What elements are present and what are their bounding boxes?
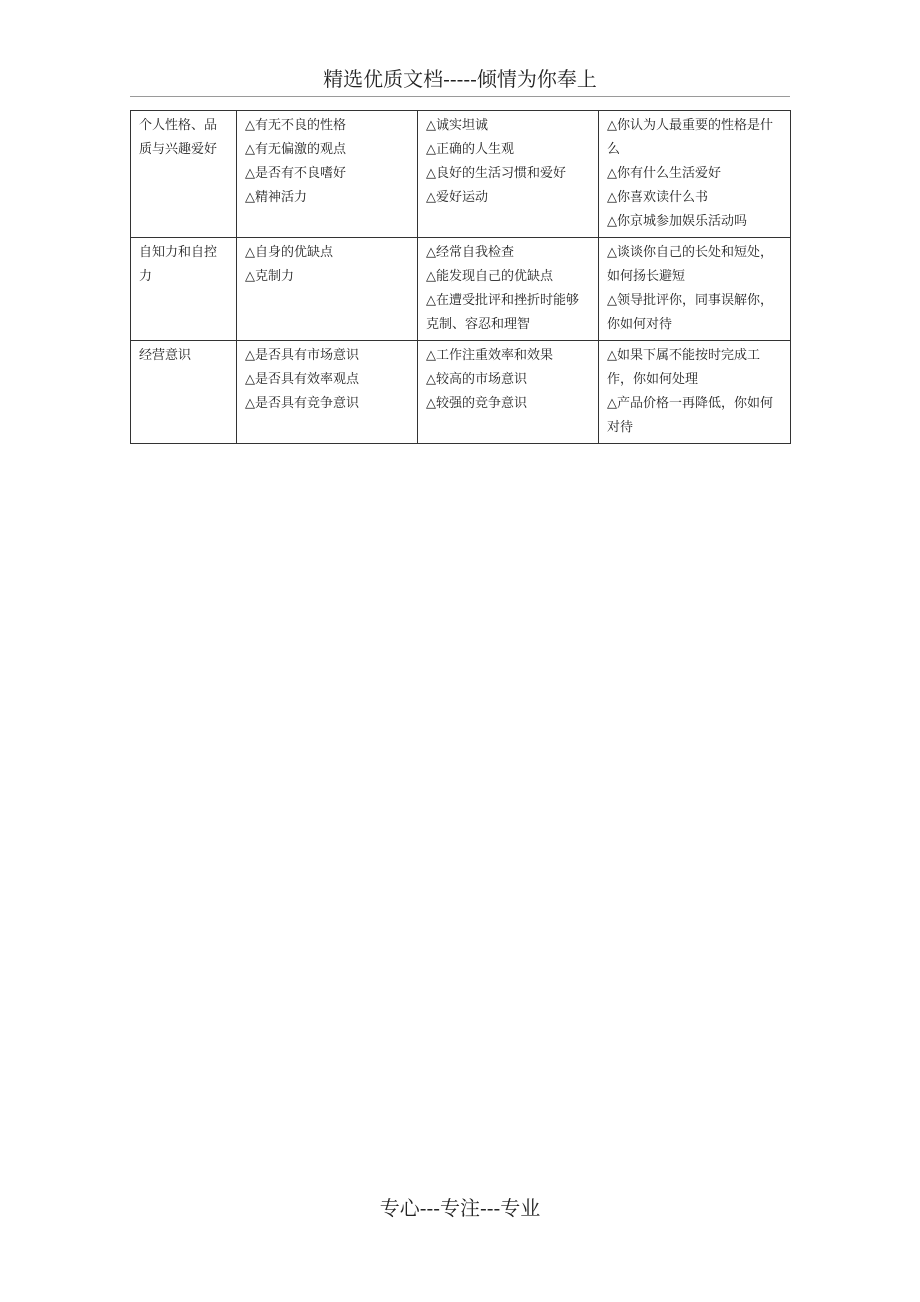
list-item: △谈谈你自己的长处和短处，如何扬长避短 — [607, 245, 773, 284]
list-item: △经常自我检查 — [426, 245, 514, 260]
list-item: △诚实坦诚 — [426, 118, 488, 133]
page-footer — [0, 1193, 920, 1223]
assessment-points-cell — [237, 238, 418, 341]
assessment-points-cell — [237, 341, 418, 444]
interview-criteria-table — [130, 110, 791, 444]
list-item: △你京城参加娱乐活动吗 — [607, 214, 747, 229]
list-item: △较强的竞争意识 — [426, 396, 527, 411]
table-row — [131, 238, 791, 341]
list-item: △自身的优缺点 — [245, 245, 333, 260]
list-item: △精神活力 — [245, 190, 307, 205]
category-cell — [131, 341, 237, 444]
list-item: △是否具有竞争意识 — [245, 396, 359, 411]
assessment-points-cell — [237, 111, 418, 238]
sample-questions-cell — [599, 111, 791, 238]
list-item: △克制力 — [245, 269, 294, 284]
evaluation-criteria-cell — [418, 111, 599, 238]
sample-questions-cell — [599, 341, 791, 444]
category-label: 个人性格、品质与兴趣爱好 — [139, 118, 218, 157]
evaluation-criteria-cell — [418, 238, 599, 341]
evaluation-criteria-cell — [418, 341, 599, 444]
list-item: △你有什么生活爱好 — [607, 166, 721, 181]
list-item: △正确的人生观 — [426, 142, 514, 157]
list-item: △如果下属不能按时完成工作，你如何处理 — [607, 348, 760, 387]
list-item: △你认为人最重要的性格是什么 — [607, 118, 773, 157]
page-header — [130, 64, 790, 97]
category-cell — [131, 111, 237, 238]
page-footer-text: 专心---专注---专业 — [379, 1196, 541, 1220]
page-header-title: 精选优质文档-----倾情为你奉上 — [323, 67, 597, 91]
sample-questions-cell — [599, 238, 791, 341]
list-item: △有无不良的性格 — [245, 118, 346, 133]
category-label: 自知力和自控力 — [139, 245, 218, 284]
list-item: △良好的生活习惯和爱好 — [426, 166, 566, 181]
table-row — [131, 341, 791, 444]
category-cell — [131, 238, 237, 341]
list-item: △产品价格一再降低，你如何对待 — [607, 396, 773, 435]
category-label: 经营意识 — [139, 348, 192, 363]
list-item: △在遭受批评和挫折时能够克制、容忍和理智 — [426, 293, 579, 332]
list-item: △爱好运动 — [426, 190, 488, 205]
list-item: △是否有不良嗜好 — [245, 166, 346, 181]
list-item: △领导批评你，同事误解你，你如何对待 — [607, 293, 773, 332]
list-item: △工作注重效率和效果 — [426, 348, 553, 363]
list-item: △能发现自己的优缺点 — [426, 269, 553, 284]
list-item: △你喜欢读什么书 — [607, 190, 708, 205]
list-item: △较高的市场意识 — [426, 372, 527, 387]
list-item: △有无偏激的观点 — [245, 142, 346, 157]
list-item: △是否具有效率观点 — [245, 372, 359, 387]
table-row — [131, 111, 791, 238]
list-item: △是否具有市场意识 — [245, 348, 359, 363]
